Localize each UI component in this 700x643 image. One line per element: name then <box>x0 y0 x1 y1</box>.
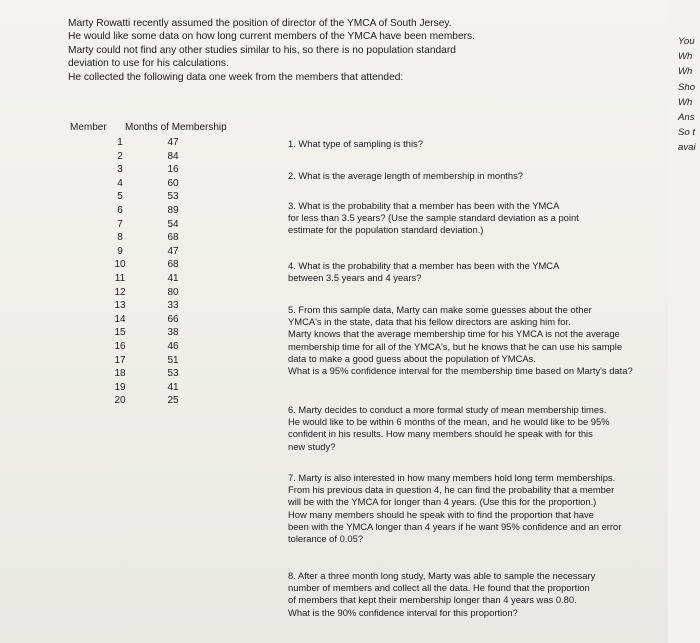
months-cell: 33 <box>167 300 179 312</box>
table-row <box>66 300 266 314</box>
months-cell: 16 <box>167 164 179 176</box>
question-2 <box>288 170 663 182</box>
member-cell: 17 <box>114 354 126 366</box>
intro-line: Marty Rowatti recently assumed the position of director of the YMCA of South Jersey. <box>68 18 452 29</box>
member-cell: 12 <box>114 286 126 298</box>
member-cell: 9 <box>117 245 123 257</box>
table-row <box>66 232 266 246</box>
question-6 <box>288 404 663 453</box>
months-column-header: Months of Membership <box>125 122 227 133</box>
question-line: 1. What type of sampling is this? <box>288 138 423 149</box>
side-panel-line: Wh <box>678 96 693 108</box>
member-cell: 10 <box>114 259 126 271</box>
question-line: 4. What is the probability that a member has been with the YMCA <box>288 260 560 271</box>
question-line: between 3.5 years and 4 years? <box>288 272 422 284</box>
member-cell: 1 <box>117 137 123 148</box>
months-cell: 38 <box>167 327 179 339</box>
intro-line: deviation to use for his calculations. <box>68 58 229 70</box>
intro-line: He collected the following data one week from the members that attended: <box>68 71 404 83</box>
months-cell: 53 <box>167 368 179 380</box>
months-cell: 46 <box>167 340 179 352</box>
table-row <box>66 137 266 151</box>
intro-line: Marty could not find any other studies similar to his, so there is no population standard <box>68 44 456 56</box>
question-line: How many members should he speak with to find the proportion that have <box>288 508 594 520</box>
months-cell: 51 <box>167 354 179 366</box>
months-cell: 84 <box>167 150 179 162</box>
intro-paragraph <box>68 17 498 84</box>
member-cell: 7 <box>117 218 123 230</box>
months-cell: 41 <box>167 272 179 284</box>
member-cell: 6 <box>117 204 123 216</box>
member-cell: 13 <box>114 300 126 312</box>
member-cell: 19 <box>114 381 126 393</box>
question-line: He would like to be within 6 months of the mean, and he would like to be 95% <box>288 416 610 428</box>
side-panel-line: So t <box>678 127 696 139</box>
member-cell: 15 <box>114 327 126 339</box>
table-row <box>66 191 266 205</box>
months-cell: 60 <box>167 177 179 189</box>
membership-table <box>66 122 266 409</box>
question-line: will be with the YMCA for longer than 4 years. (Use this for the proportion.) <box>288 496 597 508</box>
question-4 <box>288 260 663 284</box>
question-line: 8. After a three month long study, Marty was able to sample the necessary <box>288 570 596 581</box>
months-cell: 47 <box>167 245 179 257</box>
member-cell: 16 <box>114 340 126 352</box>
member-cell: 20 <box>114 395 126 407</box>
question-line: data to make a good guess about the population of YMCAs. <box>288 352 536 364</box>
table-row <box>66 219 266 233</box>
months-cell: 68 <box>167 259 179 271</box>
question-line: tolerance of 0.05? <box>288 533 364 545</box>
question-line: YMCA's in the state, data that his fellow directors are asking him for. <box>288 316 571 328</box>
table-row <box>66 178 266 192</box>
months-cell: 25 <box>167 395 179 407</box>
side-panel-line: Ans <box>678 112 695 124</box>
table-row <box>66 205 266 219</box>
member-cell: 11 <box>114 272 126 284</box>
question-line: of members that kept their membership longer than 4 years was 0.80. <box>288 594 577 606</box>
question-line: 2. What is the average length of membership in months? <box>288 170 524 181</box>
table-row <box>66 355 266 369</box>
question-1 <box>288 138 663 150</box>
table-row <box>66 327 266 341</box>
table-row <box>66 314 266 328</box>
table-row <box>66 273 266 287</box>
member-cell: 3 <box>117 164 123 176</box>
table-row <box>66 341 266 355</box>
months-cell: 80 <box>167 286 179 298</box>
table-row <box>66 246 266 260</box>
question-line: estimate for the population standard deviation.) <box>288 224 484 236</box>
member-cell: 18 <box>114 368 126 380</box>
question-line: 7. Marty is also interested in how many members hold long term memberships. <box>288 472 616 483</box>
member-column-header: Member <box>70 122 107 133</box>
table-row <box>66 287 266 301</box>
question-3 <box>288 200 663 237</box>
member-cell: 2 <box>117 150 123 162</box>
question-line: number of members and collect all the data. He found that the proportion <box>288 582 590 594</box>
member-cell: 14 <box>114 313 126 325</box>
member-cell: 5 <box>117 191 123 203</box>
question-line: What is a 95% confidence interval for the membership time based on Marty's data? <box>288 365 633 377</box>
side-panel-line: You <box>678 36 695 47</box>
question-line: for less than 3.5 years? (Use the sample standard deviation as a point <box>288 212 579 224</box>
question-8 <box>288 570 663 619</box>
question-line: confident in his results. How many members should he speak with for this <box>288 428 593 440</box>
months-cell: 68 <box>167 232 179 244</box>
member-cell: 4 <box>117 177 123 189</box>
months-cell: 53 <box>167 191 179 203</box>
question-line: membership time for all of the YMCA's, but he knows that he can use his sample <box>288 340 623 352</box>
months-cell: 47 <box>167 137 179 148</box>
months-cell: 54 <box>167 218 179 230</box>
question-7 <box>288 472 663 545</box>
question-5 <box>288 304 663 377</box>
intro-line: He would like some data on how long current members of the YMCA have been members. <box>68 31 475 43</box>
question-line: From his previous data in question 4, he can find the probability that a member <box>288 484 615 496</box>
side-panel <box>668 0 700 643</box>
question-line: Marty knows that the average membership time for his YMCA is not the average <box>288 328 620 340</box>
member-cell: 8 <box>117 232 123 244</box>
question-line: 3. What is the probability that a member has been with the YMCA <box>288 200 560 211</box>
side-panel-line: Wh <box>678 66 693 78</box>
question-line: What is the 90% confidence interval for this proportion? <box>288 606 518 618</box>
table-row <box>66 395 266 409</box>
table-row <box>66 368 266 382</box>
months-cell: 66 <box>167 313 179 325</box>
side-panel-line: Wh <box>678 51 693 63</box>
table-row <box>66 164 266 178</box>
table-row <box>66 151 266 165</box>
question-line: new study? <box>288 440 336 452</box>
table-row <box>66 259 266 273</box>
question-line: 6. Marty decides to conduct a more formal study of mean membership times. <box>288 404 607 415</box>
question-line: been with the YMCA longer than 4 years if he want 95% confidence and an error <box>288 520 622 532</box>
question-line: 5. From this sample data, Marty can make some guesses about the other <box>288 304 592 315</box>
table-row <box>66 382 266 396</box>
side-panel-line: avai <box>678 142 696 154</box>
months-cell: 41 <box>167 381 179 393</box>
side-panel-line: Sho <box>678 81 696 93</box>
months-cell: 89 <box>167 204 179 216</box>
table-header <box>66 122 266 137</box>
